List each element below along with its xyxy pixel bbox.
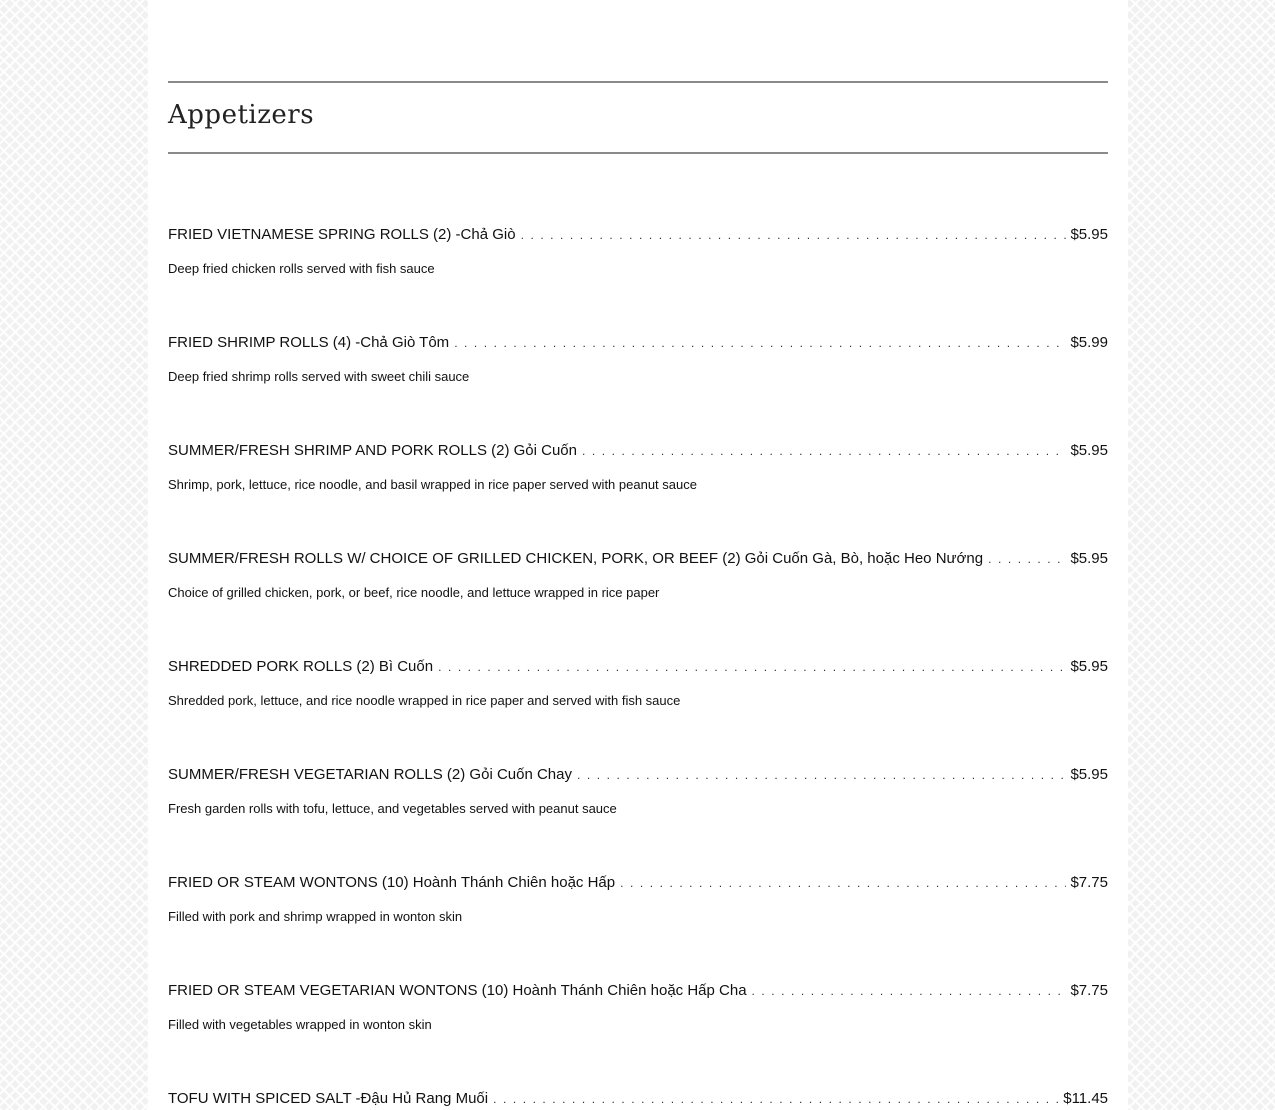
menu-item-row [168, 1088, 1108, 1110]
menu-item-description: Fresh garden rolls with tofu, lettuce, and vegetables served with peanut sauce [168, 801, 617, 816]
menu-content [168, 0, 1108, 1110]
menu-item-name: SUMMER/FRESH VEGETARIAN ROLLS (2) Gỏi Cuốn Chay [168, 766, 572, 783]
menu-item [168, 332, 1108, 440]
dot-leader [577, 764, 1066, 786]
menu-item-name: SUMMER/FRESH ROLLS W/ CHOICE OF GRILLED CHICKEN, PORK, OR BEEF (2) Gỏi Cuốn Gà, Bò, hoặc Heo Nướng [168, 550, 984, 567]
menu-item-name: SUMMER/FRESH SHRIMP AND PORK ROLLS (2) Gỏi Cuốn [168, 442, 577, 459]
menu-item-row [168, 224, 1108, 246]
menu-item-description: Filled with pork and shrimp wrapped in wonton skin [168, 909, 463, 924]
menu-item [168, 224, 1108, 332]
menu-item-price: $5.95 [1070, 658, 1108, 675]
menu-item-price: $5.95 [1070, 226, 1108, 243]
menu-item-row [168, 332, 1108, 354]
menu-item-price: $5.95 [1070, 550, 1108, 567]
menu-item-description: Shredded pork, lettuce, and rice noodle wrapped in rice paper and served with fish sauce [168, 693, 681, 708]
dot-leader [582, 440, 1066, 462]
menu-item-price: $5.99 [1070, 334, 1108, 351]
menu-item [168, 1088, 1108, 1110]
dot-leader [521, 224, 1067, 246]
section-bottom-divider [168, 152, 1108, 154]
dot-leader [752, 980, 1067, 1002]
dot-leader [454, 332, 1066, 354]
menu-item-price: $7.75 [1070, 982, 1108, 999]
menu-item-name: FRIED OR STEAM WONTONS (10) Hoành Thánh Chiên hoặc Hấp [168, 874, 616, 891]
menu-item [168, 440, 1108, 548]
menu-item-row [168, 764, 1108, 786]
dot-leader [493, 1088, 1059, 1110]
menu-item [168, 872, 1108, 980]
menu-item-row [168, 980, 1108, 1002]
menu-item [168, 764, 1108, 872]
menu-item-name: FRIED VIETNAMESE SPRING ROLLS (2) -Chả Giò [168, 226, 516, 243]
menu-item-row [168, 548, 1108, 570]
menu-item-name: TOFU WITH SPICED SALT -Đậu Hủ Rang Muối [168, 1090, 489, 1107]
menu-item [168, 548, 1108, 656]
menu-item-description: Choice of grilled chicken, pork, or beef, rice noodle, and lettuce wrapped in rice paper [168, 585, 660, 600]
menu-item-description: Filled with vegetables wrapped in wonton skin [168, 1017, 432, 1032]
section-title: Appetizers [168, 100, 315, 130]
menu-item-price: $11.45 [1063, 1090, 1108, 1107]
menu-item-row [168, 656, 1108, 678]
menu-item-description: Deep fried shrimp rolls served with sweet chili sauce [168, 369, 470, 384]
dot-leader [438, 656, 1066, 678]
menu-item [168, 980, 1108, 1088]
menu-item-row [168, 440, 1108, 462]
menu-item-name: SHREDDED PORK ROLLS (2) Bì Cuốn [168, 658, 434, 675]
menu-item-list [168, 224, 1108, 1110]
menu-item-name: FRIED SHRIMP ROLLS (4) -Chả Giò Tôm [168, 334, 450, 351]
menu-item-name: FRIED OR STEAM VEGETARIAN WONTONS (10) Hoành Thánh Chiên hoặc Hấp Cha [168, 982, 747, 999]
menu-page [148, 0, 1128, 1110]
dot-leader [988, 548, 1066, 570]
menu-item-price: $7.75 [1070, 874, 1108, 891]
menu-item-price: $5.95 [1070, 442, 1108, 459]
menu-item-description: Deep fried chicken rolls served with fish sauce [168, 261, 435, 276]
menu-item-row [168, 872, 1108, 894]
dot-leader [620, 872, 1066, 894]
menu-item-price: $5.95 [1070, 766, 1108, 783]
menu-item [168, 656, 1108, 764]
menu-item-description: Shrimp, pork, lettuce, rice noodle, and basil wrapped in rice paper served with peanut sauce [168, 477, 697, 492]
